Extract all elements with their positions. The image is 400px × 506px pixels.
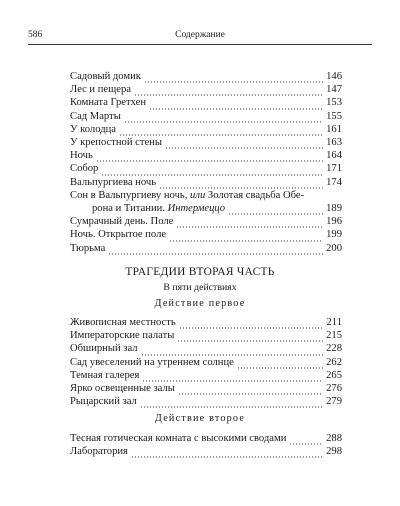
toc-entry[interactable]: [70, 176, 342, 189]
toc-entry-page: 279: [326, 396, 342, 408]
toc-entry-page: 163: [326, 137, 342, 149]
leader-dots: [96, 153, 323, 162]
toc-entry[interactable]: [70, 228, 342, 241]
toc-entry-page: 174: [326, 176, 342, 188]
part-two-subtitle: В пяти действиях: [163, 282, 237, 293]
toc-entry-title: Темная галерея: [70, 369, 140, 381]
toc-entry[interactable]: [70, 342, 342, 355]
leader-dots: [101, 167, 323, 176]
toc-entry-title: Садовый домик: [70, 71, 141, 82]
leader-dots: [169, 233, 323, 242]
toc-entry[interactable]: [70, 215, 342, 228]
toc-entry-title: У колодца: [70, 123, 116, 135]
toc-entry[interactable]: [70, 83, 342, 96]
toc-entry[interactable]: [70, 316, 342, 329]
toc-entry-title: Сад увеселений на утреннем солнце: [70, 356, 234, 368]
leader-dots: [177, 333, 323, 342]
toc-entry-page: 211: [326, 317, 342, 328]
leader-dots: [149, 101, 323, 110]
toc-entry[interactable]: [70, 382, 342, 395]
page-number: 586: [28, 30, 43, 40]
toc-entry-page: 161: [326, 123, 342, 135]
toc-entry-page: 147: [326, 84, 342, 96]
toc-entry-title: Комната Гретхен: [70, 97, 147, 109]
leader-dots: [178, 386, 323, 395]
toc-entry-page: 171: [326, 163, 342, 175]
toc-entry-title: Ярко освещенные залы: [70, 383, 175, 395]
toc-entry[interactable]: [70, 162, 342, 175]
toc-entry-title: Ночь. Открытое поле: [70, 229, 167, 241]
toc-entry-page: 153: [326, 97, 342, 109]
toc-entry[interactable]: [70, 329, 342, 342]
toc-entry-page: 155: [326, 110, 342, 122]
toc-entry[interactable]: [70, 369, 342, 382]
toc-entry-page: 288: [326, 433, 342, 444]
toc-entry-page: 298: [326, 446, 342, 458]
toc-entry[interactable]: [70, 445, 342, 458]
leader-dots: [179, 320, 323, 329]
leader-dots: [165, 140, 323, 149]
leader-dots: [131, 449, 323, 458]
toc-entry-title: Тюрьма: [70, 242, 106, 254]
toc-entry[interactable]: [70, 395, 342, 408]
toc-entry-title: Лаборатория: [70, 446, 128, 458]
toc-entry-page: 215: [326, 330, 342, 342]
toc-entry[interactable]: [70, 110, 342, 123]
leader-dots: [141, 347, 323, 356]
running-title: Содержание: [175, 30, 225, 40]
toc-entry-title: Императорские палаты: [70, 330, 175, 342]
toc-entry[interactable]: [70, 356, 342, 369]
toc-part-one-list: [70, 70, 342, 255]
toc-entry-title: Вальпургиева ночь: [70, 176, 157, 188]
toc-entry-page: 200: [326, 242, 342, 254]
toc-entry-line-1: Сон в Вальпургиеву ночь, или Золотая свадьба Обе-: [70, 189, 305, 201]
toc-entry-title: Живописная местность: [70, 317, 176, 328]
toc-entry[interactable]: [70, 136, 342, 149]
toc-act-one-list: [70, 316, 342, 408]
header-rule: [28, 44, 372, 45]
leader-dots: [140, 399, 323, 408]
act-one-heading: Действие первое: [154, 298, 246, 309]
toc-entry-walpurgis-dream[interactable]: [70, 189, 342, 215]
toc-entry-page: 189: [326, 203, 342, 215]
leader-dots: [134, 87, 323, 96]
leader-dots: [144, 74, 323, 83]
leader-dots: [176, 219, 323, 228]
leader-dots: [108, 246, 323, 255]
part-two-title: ТРАГЕДИИ ВТОРАЯ ЧАСТЬ: [125, 266, 275, 278]
toc-entry[interactable]: [70, 242, 342, 255]
toc-entry[interactable]: [70, 432, 342, 445]
leader-dots: [228, 206, 323, 215]
toc-entry[interactable]: [70, 70, 342, 83]
toc-entry[interactable]: [70, 96, 342, 109]
leader-dots: [142, 373, 323, 382]
leader-dots: [159, 180, 323, 189]
toc-entry[interactable]: [70, 149, 342, 162]
toc-entry-line-2: рона и Титании. Интермеццо 189: [92, 203, 342, 215]
toc-entry-page: 276: [326, 383, 342, 395]
leader-dots: [237, 360, 323, 369]
running-header: [28, 30, 372, 44]
act-two-heading: Действие второе: [154, 413, 246, 424]
toc-entry-title: Рыцарский зал: [70, 396, 137, 408]
leader-dots: [119, 127, 323, 136]
toc-entry-title: Ночь: [70, 150, 93, 162]
toc-entry-page: 265: [326, 369, 342, 381]
toc-entry[interactable]: [70, 123, 342, 136]
leader-dots: [124, 114, 323, 123]
toc-entry-page: 262: [326, 356, 342, 368]
toc-entry-title: Обширный зал: [70, 343, 138, 355]
toc-entry-page: 146: [326, 71, 342, 82]
toc-entry-page: 199: [326, 229, 342, 241]
toc-act-two-list: [70, 432, 342, 458]
toc-entry-title: Сад Марты: [70, 110, 121, 122]
toc-entry-title: Сумрачный день. Поле: [70, 216, 174, 228]
toc-entry-title: Тесная готическая комната с высокими сводами: [70, 433, 287, 444]
toc-entry-page: 228: [326, 343, 342, 355]
toc-entry-title: У крепостной стены: [70, 137, 162, 149]
leader-dots: [289, 436, 323, 445]
toc-entry-title: Собор: [70, 163, 99, 175]
toc-entry-page: 196: [326, 216, 342, 228]
toc-entry-title: Лес и пещера: [70, 84, 131, 96]
toc-entry-page: 164: [326, 150, 342, 162]
